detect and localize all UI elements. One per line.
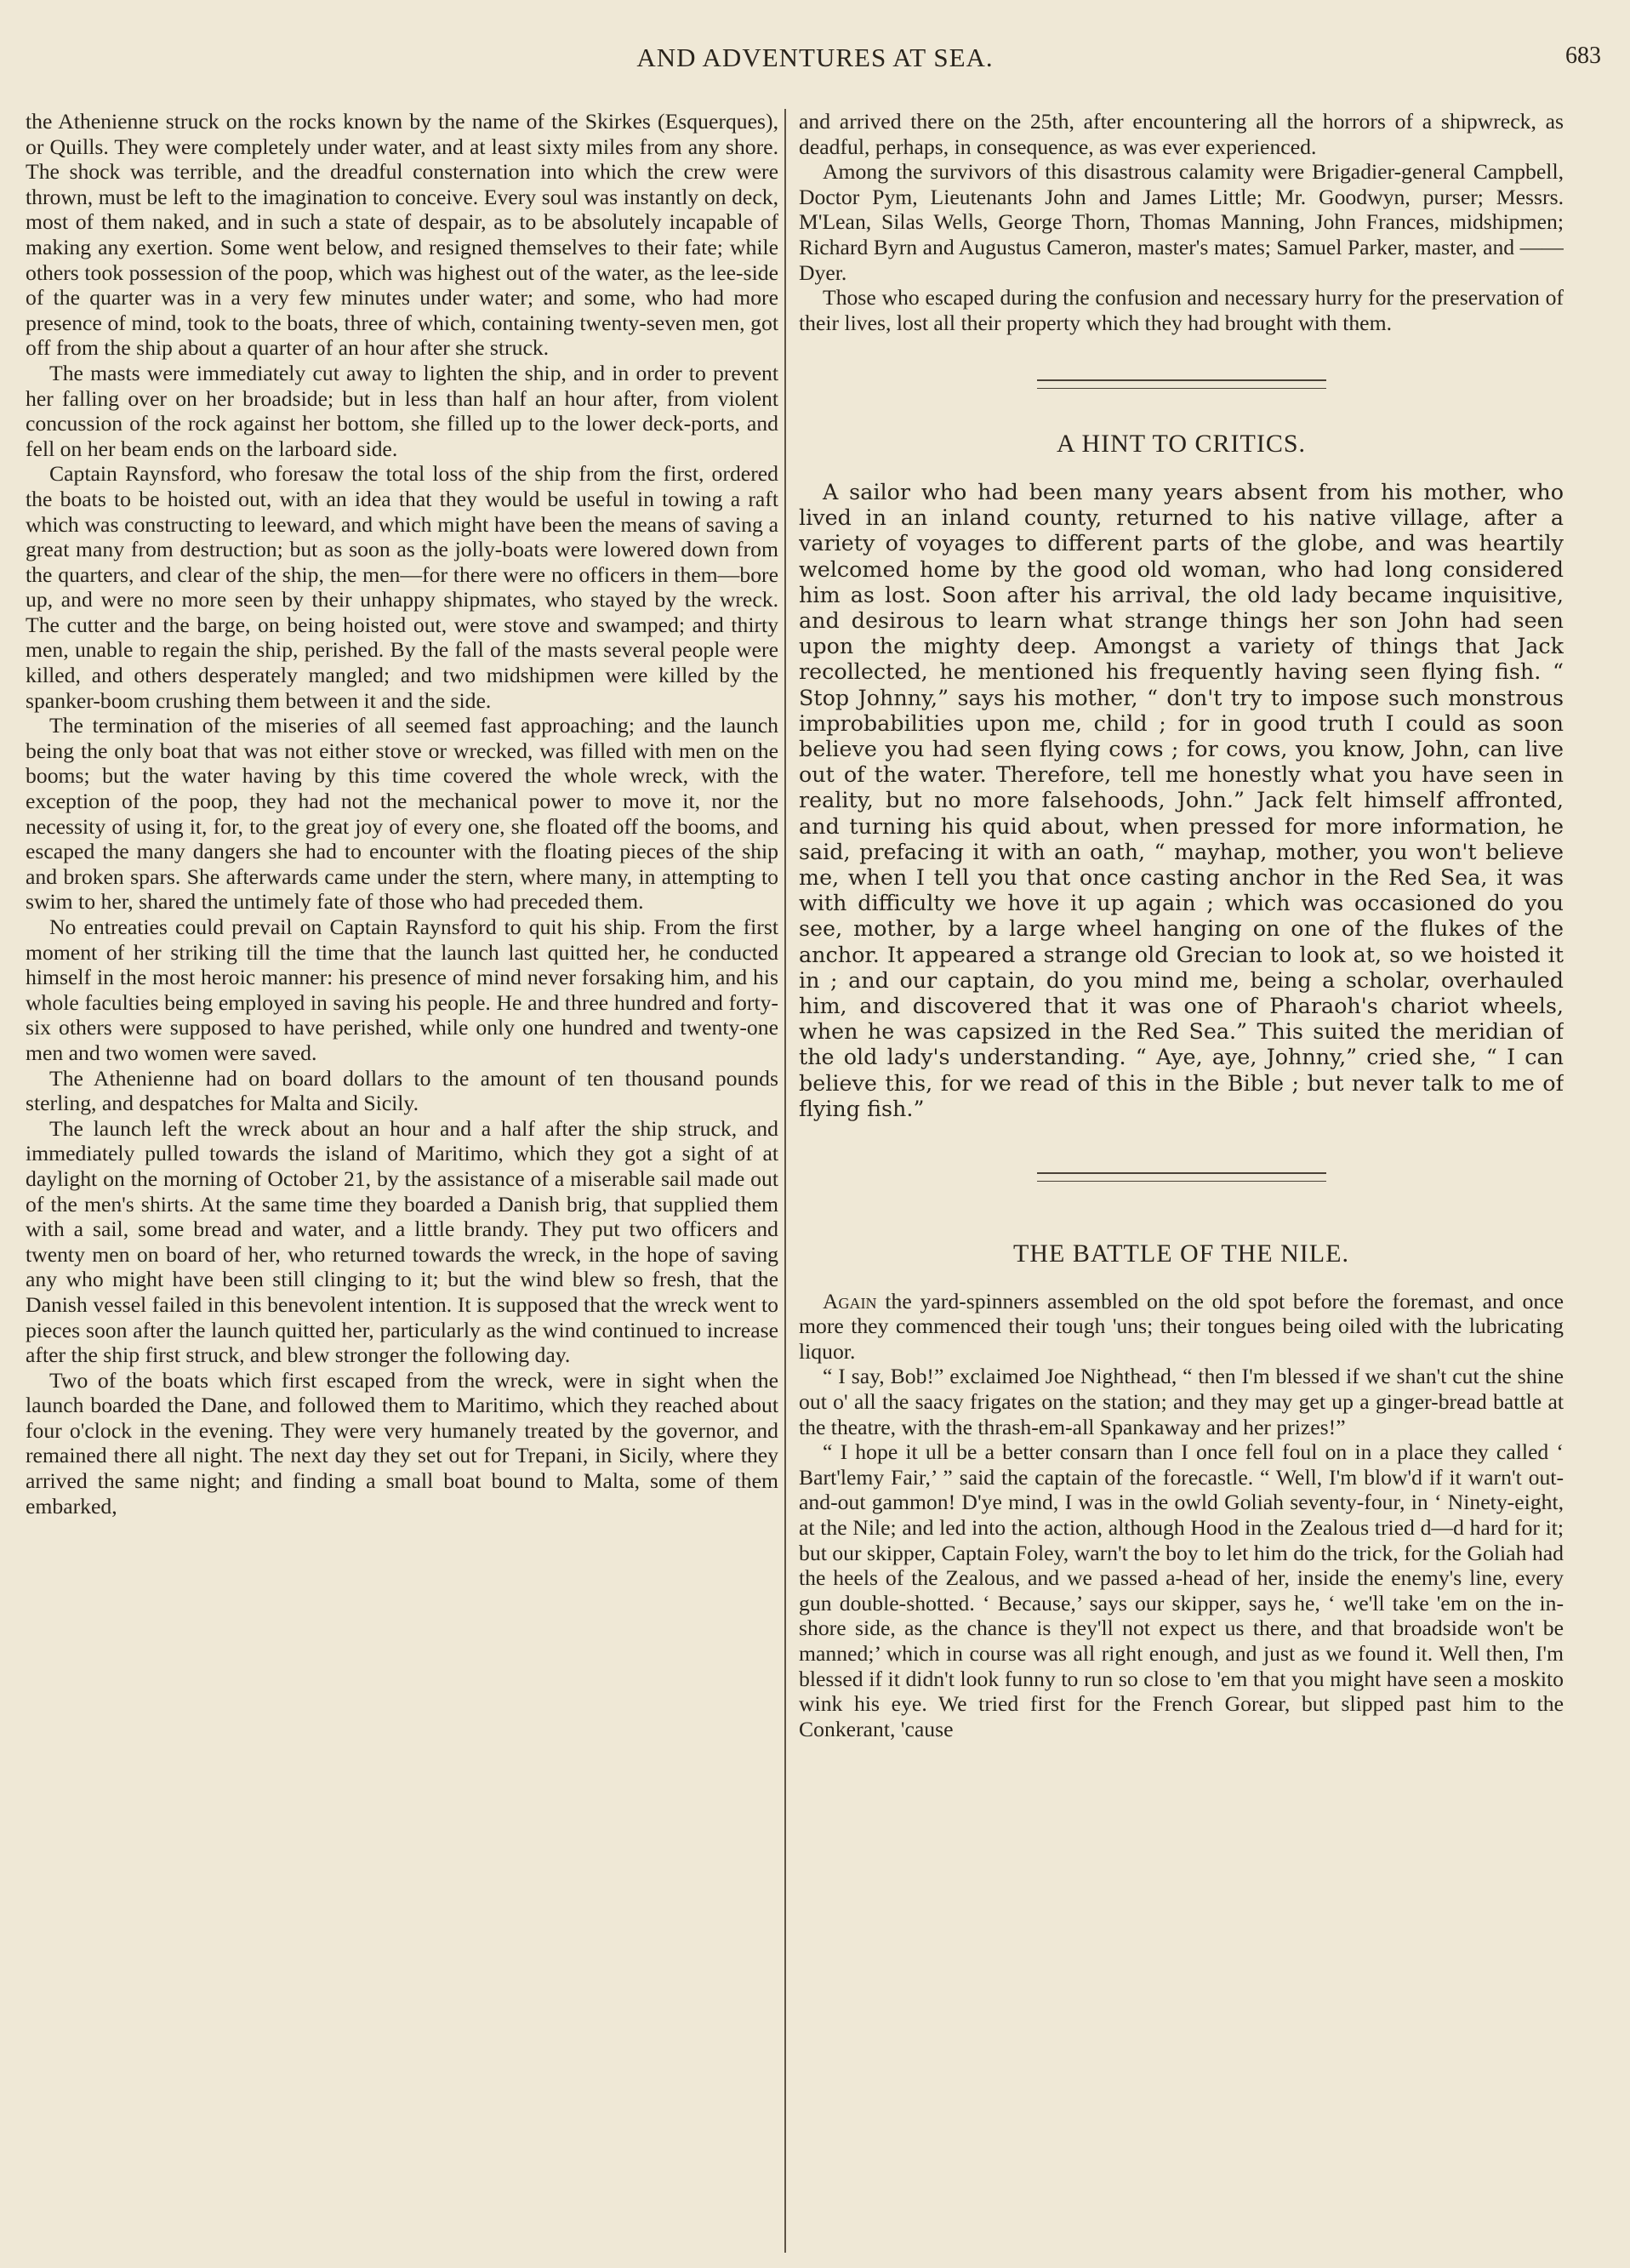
right-column bbox=[799, 109, 1564, 2253]
paragraph bbox=[799, 1289, 1564, 1365]
paragraph: Two of the boats which first escaped from the wreck, were in sight when the launch boarded the Dane, and followed them to Maritimo, which they reached about four o'clock in the evening. They were very humanely treated by the governor, and remained there all night. The next day they set out for Trepani, in Sicily, where they arrived the same night; and finding a small boat bound to Malta, some of them embarked, bbox=[26, 1367, 778, 1519]
paragraph: The launch left the wreck about an hour and a half after the ship struck, and immediately pulled towards the island of Maritimo, which they got a sight of at daylight on the morning of October 21, by the assistance of a miserable sail made out of the men's shirts. At the same time they boarded a Danish brig, that supplied them with a sail, some bread and water, and a little brandy. They put two officers and twenty men on board of her, who returned towards the wreck, in the hope of saving any who might have been still clinging to it; but the wind blew so fresh, that the Danish vessel failed in this benevolent intention. It is supposed that the wreck went to pieces soon after the launch quitted her, particularly as the wind continued to increase after the ship first struck, and blew stronger the following day. bbox=[26, 1115, 778, 1368]
drop-word: Again bbox=[823, 1288, 877, 1314]
paragraph: No entreaties could prevail on Captain Raynsford to quit his ship. From the first moment of her striking till the time that the launch last quitted her, he conducted himself in the most heroic manner: his presence of mind never forsaking him, and his whole faculties being employed in saving his people. He and three hundred and forty-six others were supposed to have perished, while only one hundred and twenty-one men and two women were saved. bbox=[26, 915, 778, 1065]
paragraph: The Athenienne had on board dollars to the amount of ten thousand pounds sterling, and despatches for Malta and Sicily. bbox=[26, 1065, 778, 1116]
paragraph: The masts were immediately cut away to lighten the ship, and in order to prevent her falling over on her broadside; but in less than half an hour after, from violent concussion of the rock against her bottom, she filled up to the lower deck-ports, and fell on her beam ends on the larboard side. bbox=[26, 360, 778, 461]
paragraph: the Athenienne struck on the rocks known by the name of the Skirkes (Esquerques), or Quills. They were completely under water, and at least sixty miles from any shore. The shock was terrible, and the dreadful consternation into which the crew were thrown, must be left to the imagination to conceive. Every soul was instantly on deck, most of them naked, and in such a state of despair, as to be absolutely incapable of making any exertion. Some went below, and resigned themselves to their fate; while others took possession of the poop, which was highest out of the water, as the lee-side of the quarter was in a very few minutes under water; and some, who had more presence of mind, took to the boats, three of which, containing twenty-seven men, got off from the ship about a quarter of an hour after she struck. bbox=[26, 109, 778, 361]
section-divider bbox=[1037, 379, 1326, 389]
paragraph: “ I say, Bob!” exclaimed Joe Nighthead, “ then I'm blessed if we shan't cut the shine out o' all the saacy frigates on the station; and they may get up a ginger-bread battle at the theatre, with the thrash-em-all Spankaway and her prizes!” bbox=[799, 1364, 1564, 1439]
column-rule bbox=[784, 109, 786, 2253]
paragraph: Among the survivors of this disastrous calamity were Brigadier-general Campbell, Doctor Pym, Lieutenants John and James Little; Mr. Goodwyn, purser; Messrs. M'Lean, Silas Wells, George Thorn, Thomas Manning, John Frances, midshipmen; Richard Byrn and Augustus Cameron, master's mates; Samuel Parker, master, and —— Dyer. bbox=[799, 159, 1564, 285]
paragraph-text: the yard-spinners assembled on the old spot before the foremast, and once more they commenced their tough 'uns; their tongues being oiled with the lubricating liquor. bbox=[799, 1288, 1564, 1364]
paragraph: The termination of the miseries of all seemed fast approaching; and the launch being the only boat that was not either stove or wrecked, was filled with men on the booms; but the water having by this time covered the whole wreck, with the exception of the poop, they had not the mechanical power to move it, nor the necessity of using it, for, to the great joy of every one, she floated off the booms, and escaped the many dangers she had to encounter with the floating pieces of the ship and broken spars. She afterwards came under the stern, where many, in attempting to swim to her, shared the untimely fate of those who had preceded them. bbox=[26, 713, 778, 915]
paragraph: “ I hope it ull be a better consarn than I once fell foul on in a place they called ‘ Bart'lemy Fair,’ ” said the captain of the forecastle. “ Well, I'm blow'd if it warn't out-and-out gammon! D'ye mind, I was in the owld Goliah seventy-four, in ‘ Ninety-eight, at the Nile; and led into the action, although Hood in the Zealous tried d—d hard for it; but our skipper, Captain Foley, warn't the boy to let him do the trick, for the Goliah had the heels of the Zealous, and we passed a-head of her, inside the enemy's line, every gun double-shotted. ‘ Because,’ says our skipper, says he, ‘ we'll take 'em on the in-shore side, as the chance is they'll not expect us there, and that broadside won't be manned;’ which in course was all right enough, and just as we found it. Well then, I'm blessed if it didn't look funny to run so close to 'em that you might have seen a moskito wink his eye. We tried first for the French Gorear, but slipped past him to the Conkerant, 'cause bbox=[799, 1439, 1564, 1741]
page-number: 683 bbox=[1565, 43, 1601, 69]
paragraph: and arrived there on the 25th, after encountering all the horrors of a shipwreck, as deadful, perhaps, in consequence, as was ever experienced. bbox=[799, 109, 1564, 159]
page-header bbox=[26, 43, 1604, 77]
section-heading-battle: THE BATTLE OF THE NILE. bbox=[1013, 1239, 1349, 1268]
section-divider bbox=[1037, 1172, 1326, 1182]
section-heading-hint: A HINT TO CRITICS. bbox=[1056, 430, 1307, 459]
hint-section bbox=[799, 479, 1564, 1121]
paragraph: Those who escaped during the confusion and necessary hurry for the preservation of their lives, lost all their property which they had brought with them. bbox=[799, 285, 1564, 335]
paragraph: A sailor who had been many years absent from his mother, who lived in an inland county, returned to his native village, after a variety of voyages to different parts of the globe, and was heartily welcomed home by the good old woman, who had long considered him as lost. Soon after his arrival, the old lady became inquisitive, and desirous to learn what strange things her son John had seen upon the mighty deep. Amongst a variety of things that Jack recollected, he mentioned his frequently having seen flying fish. “ Stop Johnny,” says his mother, “ don't try to impose such monstrous improbabilities upon me, child ; for in good truth I could as soon believe you had seen flying cows ; for cows, you know, John, can live out of the water. Therefore, tell me honestly what you have seen in reality, but no more falsehoods, John.” Jack felt himself affronted, and turning his quid about, when pressed for more information, he said, prefacing it with an oath, “ mayhap, mother, you won't believe me, when I tell you that once casting anchor in the Red Sea, it was with difficulty we hove it up again ; which was occasioned do you see, mother, by a large wheel hanging on one of the flukes of the anchor. It appeared a strange old Grecian to look at, so we hoisted it in ; and our captain, do you mind me, being a scholar, overhauled him, and discovered that it was one of Pharaoh's chariot wheels, when he was capsized in the Red Sea.” This suited the meridian of the old lady's understanding. “ Aye, aye, Johnny,” cried she, “ I can believe this, for we read of this in the Bible ; but never talk to me of flying fish.” bbox=[799, 478, 1564, 1121]
running-title: AND ADVENTURES AT SEA. bbox=[636, 43, 994, 72]
left-column bbox=[26, 109, 778, 2253]
paragraph: Captain Raynsford, who foresaw the total loss of the ship from the first, ordered the boats to be hoisted out, with an idea that they would be useful in towing a raft which was constructing to leeward, and which might have been the means of saving a great many from destruction; but as soon as the jolly-boats were lowered down from the quarters, and clear of the ship, the men—for there were no officers in them—bore up, and were no more seen by their unhappy shipmates, who stayed by the wreck. The cutter and the barge, on being hoisted out, were stove and swamped; and thirty men, unable to regain the ship, perished. By the fall of the masts several people were killed, and others desperately mangled; and two midshipmen were killed by the spanker-boom crushing them between it and the side. bbox=[26, 461, 778, 713]
